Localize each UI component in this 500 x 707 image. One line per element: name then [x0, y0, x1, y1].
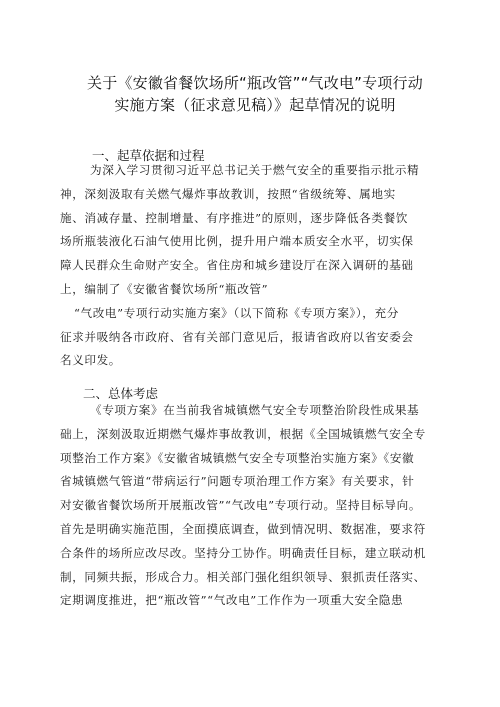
- paragraph-line: 省城镇燃气管道“带病运行”问题专项治理工作方案》有关要求，针: [60, 474, 415, 489]
- paragraph-line: 合条件的场所应改尽改。坚持分工协作。明确责任目标，建立联动机: [60, 545, 426, 560]
- paragraph-line: 项整治工作方案》《安徽省城镇燃气安全专项整治实施方案》《安徽: [60, 450, 415, 465]
- paragraph-line: 神，深刻汲取有关燃气爆炸事故教训，按照“省级统筹、属地实: [60, 186, 396, 201]
- document-title: [60, 72, 450, 116]
- paragraph-line: 征求并吸纳各市政府、省有关部门意见后，报请省政府以省安委会: [60, 329, 414, 344]
- paragraph-line: 施、消减存量、控制增量、有序推进”的原则，逐步降低各类餐饮: [60, 210, 408, 225]
- section-2-heading: 二、总体考虑: [83, 386, 159, 401]
- paragraph-line: 上，编制了《安徽省餐饮场所“瓶改管”: [60, 281, 269, 296]
- section-1-heading: 一、起草依据和过程: [92, 148, 205, 163]
- paragraph-line: 础上，深刻汲取近期燃气爆炸事故教训，根据《全国城镇燃气安全专: [60, 426, 426, 441]
- paragraph-line: 场所瓶装液化石油气使用比例，提升用户端本质安全水平，切实保: [60, 234, 414, 249]
- title-line-2: 实施方案（征求意见稿）》起草情况的说明: [114, 96, 396, 114]
- paragraph-line: 名义印发。: [60, 353, 121, 368]
- section-1-body: [60, 159, 452, 373]
- title-line-1: 关于《安徽省餐饮场所“瓶改管”“气改电”专项行动: [87, 74, 423, 92]
- paragraph-line: 首先是明确实施范围，全面摸底调查，做到情况明、数据准，要求符: [60, 521, 426, 536]
- paragraph-line: 制，同频共振，形成合力。相关部门强化组织领导、狠抓责任落实、: [60, 569, 426, 584]
- paragraph-line: 为深入学习贯彻习近平总书记关于燃气安全的重要指示批示精: [90, 163, 420, 177]
- paragraph-line: 定期调度推进，把“瓶改管”“气改电”工作作为一项重大安全隐患: [60, 593, 404, 608]
- paragraph-line: “气改电”专项行动实施方案》（以下简称《专项方案》），充分: [74, 305, 399, 320]
- paragraph-line: 《专项方案》在当前我省城镇燃气安全专项整治阶段性成果基: [90, 403, 420, 417]
- section-2-body: [60, 399, 452, 613]
- paragraph-line: 对安徽省餐饮场所开展瓶改管”“气改电”专项行动。坚持目标导向。: [60, 498, 422, 513]
- paragraph-line: 障人民群众生命财产安全。省住房和城乡建设厅在深入调研的基础: [60, 258, 414, 273]
